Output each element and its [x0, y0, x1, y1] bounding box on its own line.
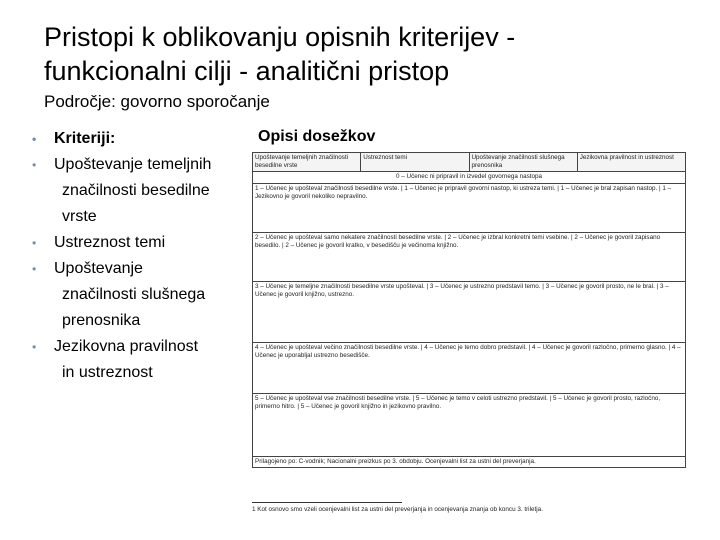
table-cell: 3 – Učenec je temeljne značilnosti besedilne vrste upošteval. | 3 – Učenec je ustrezno predstavil temo. | 3 – Učenec je govoril prosto, ne le bral. | 3 – Učenec je govoril knjižno, ustrezno. — [253, 281, 686, 342]
criteria-item — [30, 230, 240, 256]
table-header-row — [253, 153, 686, 172]
bullet-icon: • — [32, 340, 37, 354]
table-cell: 0 – Učenec ni pripravil in izvedel govornega nastopa — [253, 172, 686, 183]
bullet-icon: • — [32, 262, 37, 276]
table-row — [253, 342, 686, 393]
bullet-icon: • — [32, 132, 37, 146]
table-row — [253, 172, 686, 183]
bullet-icon: • — [32, 236, 37, 250]
table-row — [253, 456, 686, 467]
slide-title — [44, 20, 684, 88]
table-header-cell: Upoštevanje značilnosti slušnega prenosnika — [469, 153, 577, 172]
list-item: Upoštevanje — [54, 260, 143, 277]
list-item: Jezikovna pravilnost — [54, 338, 199, 355]
table-row — [253, 393, 686, 456]
table-cell: 1 – Učenec je upošteval značilnosti besedilne vrste. | 1 – Učenec je pripravil govorni nastop, ki ustreza temi. | 1 – Učenec je bral zapisan nastop. | 1 – Jezikovno je govoril nekoliko nepravilno. — [253, 183, 686, 232]
table-cell: 4 – Učenec je upošteval večino značilnosti besedilne vrste. | 4 – Učenec je temo dobro predstavil. | 4 – Učenec je govoril razločno, primerno glasno. | 4 – Učenec je uporabljal ustrezno besedišče. — [253, 342, 686, 393]
criteria-item — [30, 152, 240, 230]
table-footnote: Prilagojeno po: C-vodnik; Nacionalni preizkus po 3. obdobju. Ocenjevalni list za ustni del preverjanja. — [253, 456, 686, 467]
title-line-2: funkcionalni cilji - analitični pristop — [44, 56, 450, 86]
subtitle: Področje: govorno sporočanje — [44, 92, 270, 111]
criteria-list — [30, 126, 240, 386]
table-row — [253, 183, 686, 232]
rubric-table — [252, 152, 686, 468]
table-row — [253, 232, 686, 281]
table-cell: 5 – Učenec je upošteval vse značilnosti besedilne vrste. | 5 – Učenec je temo v celoti ustrezno predstavil. | 5 – Učenec je govoril prosto, razločno, primerno hitro. | 5 – Učenec je govoril knjižno in jezikovno pravilno. — [253, 393, 686, 456]
table-header-cell: Ustreznost temi — [361, 153, 469, 172]
descriptions-heading: Opisi dosežkov — [258, 128, 376, 145]
criteria-item — [30, 256, 240, 334]
list-item: prenosnika — [62, 312, 141, 329]
footnote-text: 1 Kot osnovo smo vzeli ocenjevalni list za ustni del preverjanja in ocenjevanja znanja ob koncu 3. triletja. — [252, 506, 543, 513]
list-item: Ustreznost temi — [54, 234, 166, 251]
list-item: značilnosti slušnega — [62, 286, 206, 303]
criteria-item — [30, 334, 240, 386]
criteria-heading — [30, 126, 240, 152]
list-item: Kriteriji: — [54, 130, 116, 147]
scanned-rubric-table — [252, 152, 692, 528]
bullet-icon: • — [32, 158, 37, 172]
list-item: in ustreznost — [62, 364, 153, 381]
list-item: vrste — [62, 208, 97, 225]
table-header-cell: Jezikovna pravilnost in ustreznost — [577, 153, 685, 172]
table-header-cell: Upoštevanje temeljnih značilnosti besedilne vrste — [253, 153, 361, 172]
title-line-1: Pristopi k oblikovanju opisnih kriterijev - — [44, 22, 516, 52]
list-item: Upoštevanje temeljnih — [54, 156, 212, 173]
footnote-divider — [252, 502, 402, 503]
table-row — [253, 281, 686, 342]
list-item: značilnosti besedilne — [62, 182, 210, 199]
table-cell: 2 – Učenec je upošteval samo nekatere značilnosti besedilne vrste. | 2 – Učenec je izbral konkretni temi vsebine. | 2 – Učenec je govoril zapisano besedilo. | 2 – Učenec je govoril kratko, v besedišču je večinoma knjižno. — [253, 232, 686, 281]
